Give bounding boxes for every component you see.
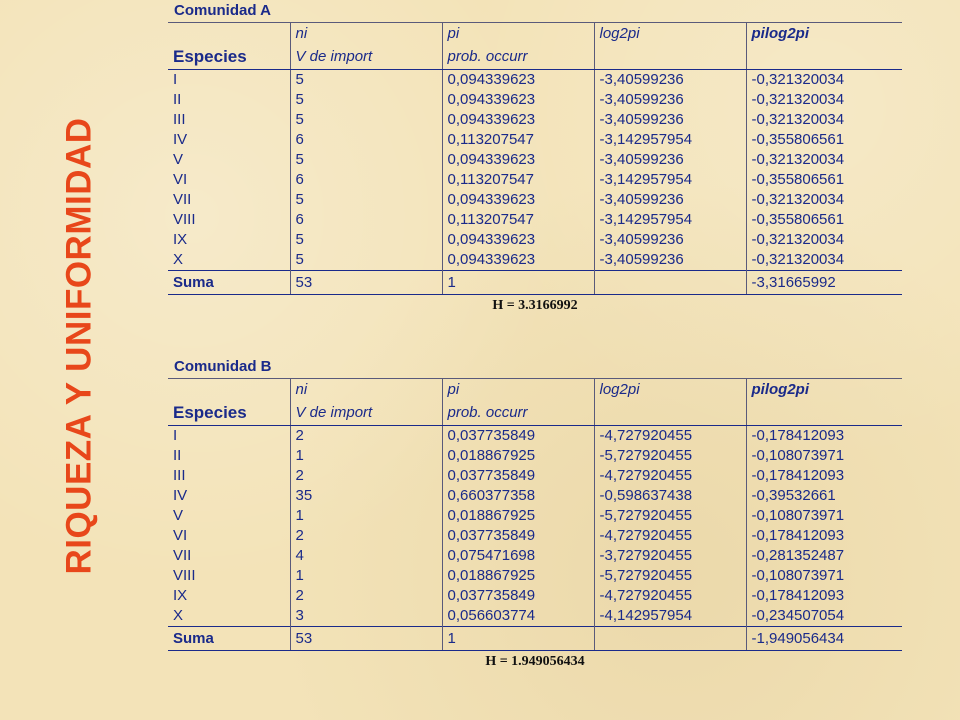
cell-log2pi: -3,40599236 (594, 150, 746, 170)
table-row (168, 546, 902, 566)
total-pilog2pi: -1,949056434 (746, 627, 902, 651)
cell-pilog2pi: -0,321320034 (746, 190, 902, 210)
cell-species: II (173, 91, 182, 108)
side-title (52, 66, 108, 626)
cell-pi: 0,037735849 (442, 526, 594, 546)
total-row (168, 627, 902, 651)
cell-pilog2pi: -0,234507054 (746, 606, 902, 627)
cell-ni: 1 (290, 566, 442, 586)
table-row (168, 230, 902, 250)
cell-pi: 0,018867925 (442, 566, 594, 586)
table-row (168, 190, 902, 210)
total-ni: 53 (290, 271, 442, 295)
cell-species: IV (173, 131, 188, 148)
cell-log2pi: -3,40599236 (594, 110, 746, 130)
cell-ni: 3 (290, 606, 442, 627)
cell-log2pi: -3,40599236 (594, 190, 746, 210)
cell-species: II (173, 447, 182, 464)
cell-pilog2pi: -0,321320034 (746, 230, 902, 250)
cell-species: VII (173, 547, 192, 564)
header-pilog2pi: pilog2pi (746, 23, 902, 46)
cell-pi: 0,094339623 (442, 110, 594, 130)
subheader-species: Especies (168, 401, 290, 426)
cell-ni: 5 (290, 230, 442, 250)
cell-ni: 5 (290, 250, 442, 271)
cell-pi: 0,094339623 (442, 70, 594, 91)
cell-ni: 35 (290, 486, 442, 506)
community-b-table (168, 378, 902, 651)
cell-ni: 1 (290, 446, 442, 466)
cell-species: IX (173, 587, 188, 604)
table-row (168, 170, 902, 190)
cell-pi: 0,094339623 (442, 250, 594, 271)
cell-ni: 5 (290, 90, 442, 110)
side-title-text: RIQUEZA Y UNIFORMIDAD (60, 117, 99, 575)
community-b-body (168, 379, 902, 651)
subheader-ni: V de import (290, 45, 442, 70)
table-row (168, 486, 902, 506)
cell-pi: 0,037735849 (442, 426, 594, 447)
cell-pilog2pi: -0,178412093 (746, 466, 902, 486)
cell-log2pi: -0,598637438 (594, 486, 746, 506)
table-row (168, 526, 902, 546)
community-a-table (168, 22, 902, 295)
cell-pi: 0,094339623 (442, 190, 594, 210)
header-log2pi: log2pi (594, 379, 746, 402)
cell-pilog2pi: -0,321320034 (746, 110, 902, 130)
cell-pilog2pi: -0,355806561 (746, 170, 902, 190)
cell-log2pi: -3,40599236 (594, 90, 746, 110)
subheader-pi: prob. occurr (442, 45, 594, 70)
cell-species: I (173, 427, 178, 444)
table-row (168, 250, 902, 271)
subheader-log2pi (594, 45, 746, 70)
cell-pi: 0,113207547 (442, 130, 594, 150)
community-a-body (168, 23, 902, 295)
cell-log2pi: -4,142957954 (594, 606, 746, 627)
cell-species: X (173, 251, 184, 268)
subheader-pilog2pi (746, 401, 902, 426)
cell-ni: 2 (290, 426, 442, 447)
cell-species: VI (173, 527, 188, 544)
header-row (168, 401, 902, 426)
total-log2pi (594, 271, 746, 295)
cell-pi: 0,113207547 (442, 210, 594, 230)
cell-ni: 2 (290, 466, 442, 486)
cell-pilog2pi: -0,321320034 (746, 150, 902, 170)
cell-species: III (173, 467, 186, 484)
header-pi: pi (442, 379, 594, 402)
cell-pilog2pi: -0,39532661 (746, 486, 902, 506)
header-species (168, 23, 290, 46)
cell-log2pi: -4,727920455 (594, 466, 746, 486)
total-pi: 1 (442, 627, 594, 651)
table-row (168, 426, 902, 447)
table-row (168, 506, 902, 526)
cell-ni: 2 (290, 526, 442, 546)
cell-pilog2pi: -0,108073971 (746, 506, 902, 526)
cell-species: V (173, 507, 184, 524)
table-row (168, 150, 902, 170)
cell-pilog2pi: -0,321320034 (746, 90, 902, 110)
cell-pi: 0,094339623 (442, 90, 594, 110)
cell-ni: 6 (290, 170, 442, 190)
cell-ni: 1 (290, 506, 442, 526)
cell-pilog2pi: -0,355806561 (746, 210, 902, 230)
table-row (168, 210, 902, 230)
header-ni: ni (290, 23, 442, 46)
cell-pi: 0,018867925 (442, 446, 594, 466)
table-row (168, 90, 902, 110)
cell-ni: 5 (290, 150, 442, 170)
cell-log2pi: -5,727920455 (594, 446, 746, 466)
total-ni: 53 (290, 627, 442, 651)
header-species (168, 379, 290, 402)
cell-ni: 6 (290, 210, 442, 230)
community-a-block (168, 0, 902, 317)
cell-ni: 5 (290, 190, 442, 210)
cell-log2pi: -3,142957954 (594, 130, 746, 150)
cell-ni: 5 (290, 110, 442, 130)
total-species: Suma (168, 271, 290, 295)
cell-pi: 0,113207547 (442, 170, 594, 190)
cell-log2pi: -4,727920455 (594, 526, 746, 546)
table-row (168, 110, 902, 130)
cell-log2pi: -3,727920455 (594, 546, 746, 566)
cell-pilog2pi: -0,321320034 (746, 70, 902, 91)
cell-species: IX (173, 231, 188, 248)
cell-log2pi: -3,40599236 (594, 250, 746, 271)
community-b-h-value: H = 1.949056434 (485, 654, 585, 669)
cell-species: VIII (173, 567, 196, 584)
total-pilog2pi: -3,31665992 (746, 271, 902, 295)
cell-species: V (173, 151, 184, 168)
cell-pilog2pi: -0,321320034 (746, 250, 902, 271)
subheader-pi: prob. occurr (442, 401, 594, 426)
cell-species: VIII (173, 211, 196, 228)
community-b-title: Comunidad B (174, 358, 272, 375)
cell-ni: 4 (290, 546, 442, 566)
cell-ni: 6 (290, 130, 442, 150)
cell-log2pi: -3,40599236 (594, 70, 746, 91)
table-row (168, 566, 902, 586)
cell-pilog2pi: -0,108073971 (746, 446, 902, 466)
cell-log2pi: -4,727920455 (594, 426, 746, 447)
cell-pi: 0,094339623 (442, 150, 594, 170)
table-row (168, 446, 902, 466)
table-row (168, 606, 902, 627)
cell-species: X (173, 607, 184, 624)
table-row (168, 466, 902, 486)
subheader-species: Especies (168, 45, 290, 70)
cell-pi: 0,094339623 (442, 230, 594, 250)
cell-species: I (173, 71, 178, 88)
cell-species: VI (173, 171, 188, 188)
header-row (168, 45, 902, 70)
cell-pi: 0,037735849 (442, 586, 594, 606)
cell-pi: 0,075471698 (442, 546, 594, 566)
cell-pi: 0,660377358 (442, 486, 594, 506)
total-row (168, 271, 902, 295)
total-pi: 1 (442, 271, 594, 295)
header-ni: ni (290, 379, 442, 402)
cell-pi: 0,018867925 (442, 506, 594, 526)
cell-log2pi: -4,727920455 (594, 586, 746, 606)
community-b-block (168, 356, 902, 673)
cell-log2pi: -3,142957954 (594, 210, 746, 230)
table-row (168, 70, 902, 91)
cell-log2pi: -5,727920455 (594, 566, 746, 586)
cell-pi: 0,037735849 (442, 466, 594, 486)
cell-pilog2pi: -0,178412093 (746, 586, 902, 606)
total-log2pi (594, 627, 746, 651)
cell-log2pi: -3,40599236 (594, 230, 746, 250)
table-row (168, 586, 902, 606)
header-pilog2pi: pilog2pi (746, 379, 902, 402)
subheader-log2pi (594, 401, 746, 426)
cell-log2pi: -5,727920455 (594, 506, 746, 526)
header-row (168, 379, 902, 402)
cell-ni: 5 (290, 70, 442, 91)
cell-log2pi: -3,142957954 (594, 170, 746, 190)
total-species: Suma (168, 627, 290, 651)
cell-pilog2pi: -0,178412093 (746, 526, 902, 546)
header-pi: pi (442, 23, 594, 46)
subheader-ni: V de import (290, 401, 442, 426)
table-row (168, 130, 902, 150)
cell-pi: 0,056603774 (442, 606, 594, 627)
header-log2pi: log2pi (594, 23, 746, 46)
cell-species: IV (173, 487, 188, 504)
community-a-title: Comunidad A (174, 2, 271, 19)
subheader-pilog2pi (746, 45, 902, 70)
cell-pilog2pi: -0,178412093 (746, 426, 902, 447)
community-a-h-value: H = 3.3166992 (492, 298, 578, 313)
header-row (168, 23, 902, 46)
cell-ni: 2 (290, 586, 442, 606)
cell-pilog2pi: -0,355806561 (746, 130, 902, 150)
cell-pilog2pi: -0,108073971 (746, 566, 902, 586)
cell-species: III (173, 111, 186, 128)
cell-species: VII (173, 191, 192, 208)
cell-pilog2pi: -0,281352487 (746, 546, 902, 566)
